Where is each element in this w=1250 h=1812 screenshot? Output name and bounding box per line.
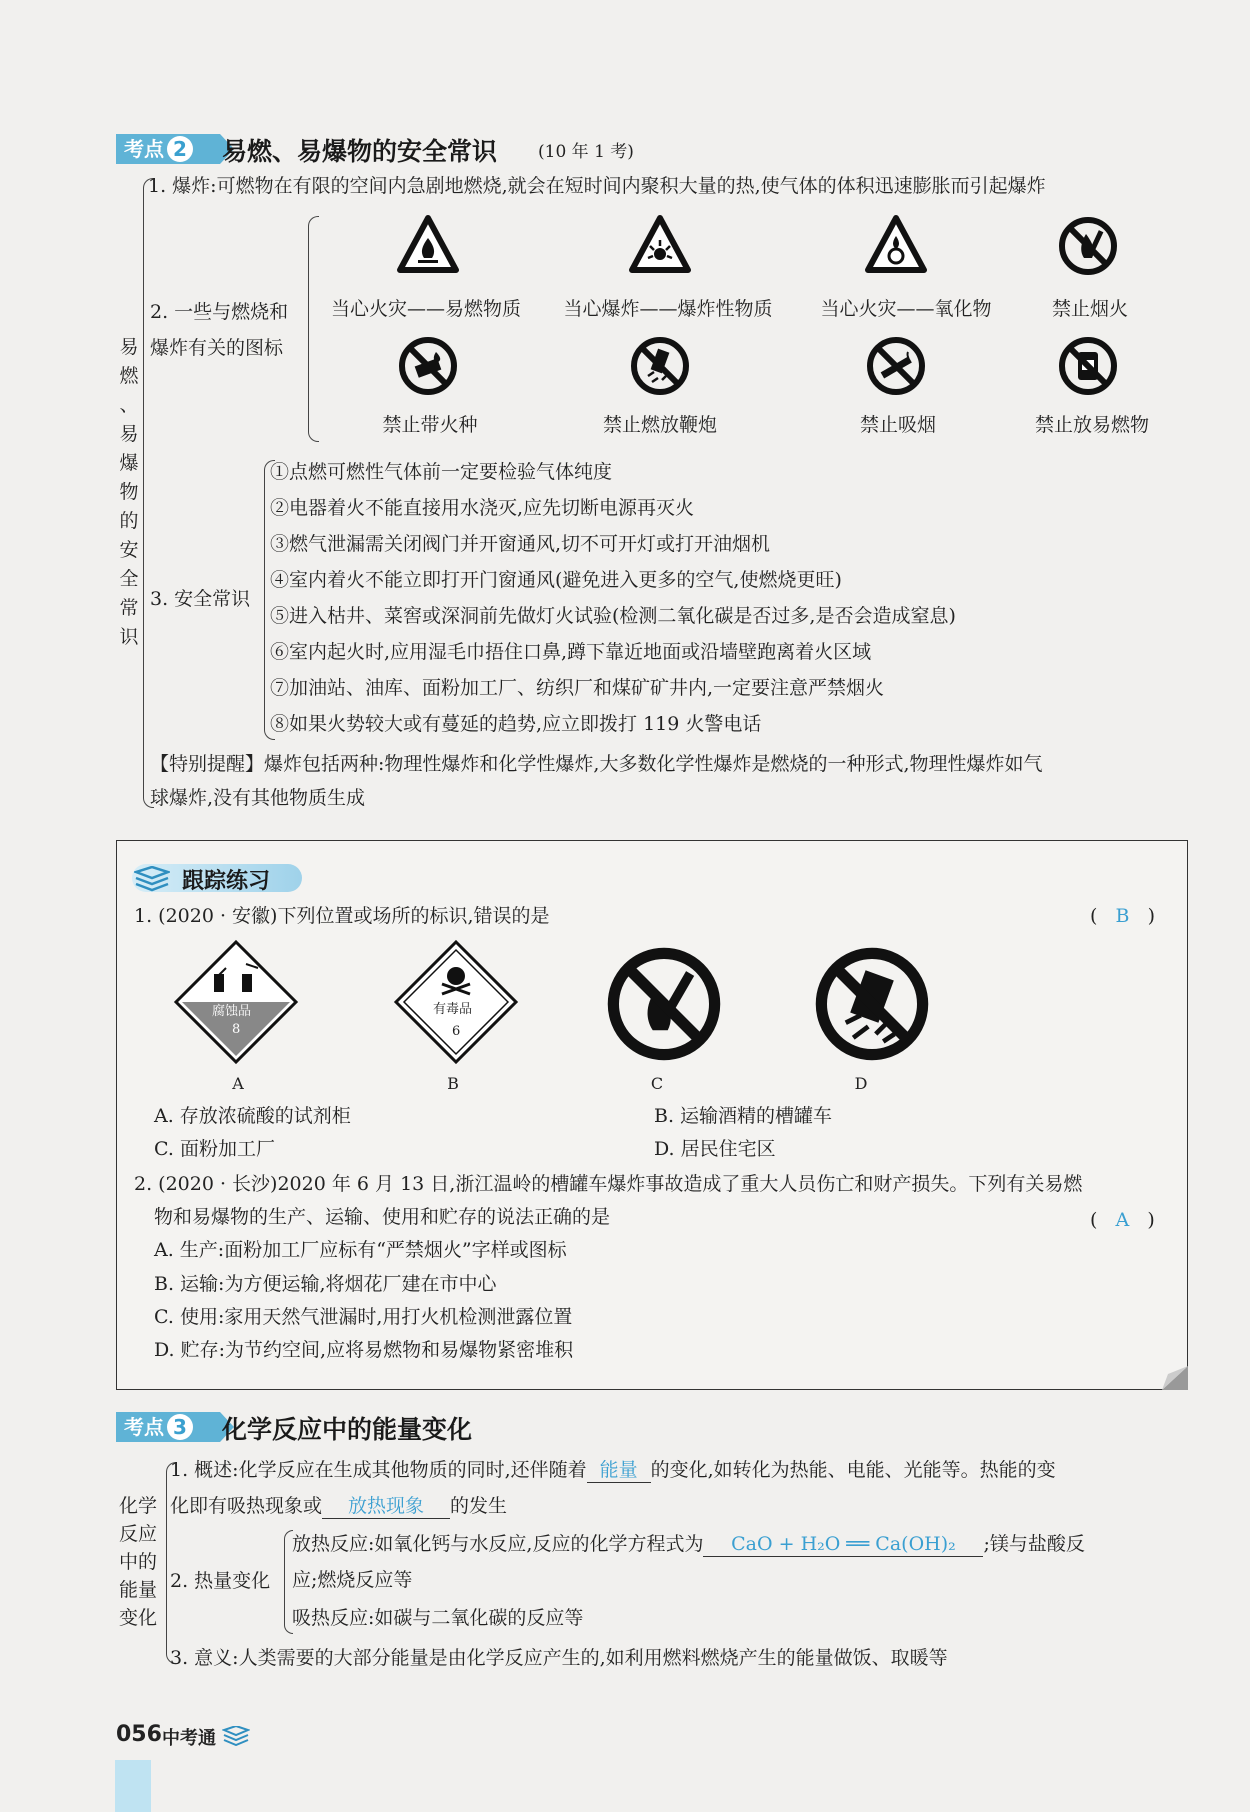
caption-no-fire: 禁止烟火 <box>1051 298 1128 320</box>
section3-badge <box>116 1412 220 1442</box>
safety-item: ⑦加油站、油库、面粉加工厂、纺织厂和煤矿矿井内,一定要注意严禁烟火 <box>270 677 885 699</box>
footer-page-number: 056 <box>116 1722 162 1747</box>
section2-title: 易燃、易爆物的安全常识 <box>222 137 498 166</box>
badge-number: 2 <box>167 136 193 162</box>
q2-answer-bracket: ( A ) <box>1090 1209 1155 1231</box>
q1-option-d: D. 居民住宅区 <box>654 1138 776 1160</box>
safety-item: ⑧如果火势较大或有蔓延的趋势,应立即拨打 119 火警电话 <box>270 713 762 735</box>
explosive-warning-icon <box>628 214 692 278</box>
badge-number: 3 <box>167 1414 193 1440</box>
special-reminder-line1: 【特别提醒】爆炸包括两种:物理性爆炸和化学性爆炸,大多数化学性爆炸是燃烧的一种形式,物理性爆炸如气 <box>150 753 1043 775</box>
no-open-flame-icon <box>1056 214 1120 278</box>
exothermic-line1: 放热反应:如氧化钙与水反应,反应的化学方程式为 CaO + H₂O ══ Ca(OH)₂ ;镁与盐酸反 <box>292 1533 1085 1555</box>
corrosive-label: 腐蚀品 <box>212 1004 252 1019</box>
image-label-b: B <box>447 1074 459 1093</box>
practice-title: 跟踪练习 <box>182 869 271 894</box>
caption-no-kindling: 禁止带火种 <box>382 414 478 436</box>
item1-explosion: 1. 爆炸:可燃物在有限的空间内急剧地燃烧,就会在短时间内聚积大量的热,使气体的体积迅速膨胀而引起爆炸 <box>148 175 1046 197</box>
q1-option-b: B. 运输酒精的槽罐车 <box>654 1105 833 1127</box>
section2-side-label: 易 燃 、 易 爆 物 的 安 全 常 识 <box>119 336 139 648</box>
q2-option-a: A. 生产:面粉加工厂应标有“严禁烟火”字样或图标 <box>154 1239 567 1261</box>
corrosive-class: 8 <box>232 1022 241 1037</box>
section3-side-label: 化学 反应 中的 能量 变化 <box>118 1495 157 1629</box>
safety-item: ⑥室内起火时,应用湿毛巾捂住口鼻,蹲下靠近地面或沿墙壁跑离着火区域 <box>270 641 872 663</box>
caption-flammable: 当心火灾——易燃物质 <box>330 298 521 320</box>
q2-option-b: B. 运输:为方便运输,将烟花厂建在市中心 <box>154 1273 497 1295</box>
image-label-c: C <box>650 1074 664 1093</box>
blank-energy: 能量 <box>587 1458 651 1483</box>
q1-stem: 1. (2020 · 安徽)下列位置或场所的标识,错误的是 <box>134 905 550 927</box>
blank-exothermic: 放热现象 <box>322 1494 450 1519</box>
caption-oxidizer: 当心火灾——氧化物 <box>820 298 992 320</box>
footer-book-icon <box>222 1726 250 1746</box>
flammable-warning-icon <box>396 214 460 278</box>
item2-label-line2: 爆炸有关的图标 <box>150 337 284 359</box>
safety-item: ⑤进入枯井、菜窖或深洞前先做灯火试验(检测二氧化碳是否过多,是否会造成窒息) <box>270 605 956 627</box>
badge-label: 考点 <box>124 1415 164 1439</box>
q2-answer: A <box>1115 1209 1130 1231</box>
no-flammables-icon <box>1056 334 1120 398</box>
no-firecrackers-icon <box>628 334 692 398</box>
oxidizer-warning-icon <box>864 214 928 278</box>
q2-option-c: C. 使用:家用天然气泄漏时,用打火机检测泄露位置 <box>154 1306 573 1328</box>
q1-answer-bracket: ( B ) <box>1090 905 1156 927</box>
q1-option-c: C. 面粉加工厂 <box>154 1138 275 1160</box>
badge-label: 考点 <box>124 137 164 161</box>
no-smoking-icon <box>864 334 928 398</box>
section3-brace <box>166 1462 177 1664</box>
heat-change-label: 2. 热量变化 <box>170 1570 271 1592</box>
equation-blank: CaO + H₂O ══ Ca(OH)₂ <box>703 1532 983 1557</box>
q1-option-a: A. 存放浓硫酸的试剂柜 <box>154 1105 351 1127</box>
safety-item: ②电器着火不能直接用水浇灭,应先切断电源再灭火 <box>270 497 695 519</box>
no-fire-sign-c-icon <box>604 944 724 1064</box>
section2-exam-count: (10 年 1 考) <box>538 142 634 162</box>
q1-answer: B <box>1115 905 1130 927</box>
overview-line2: 化即有吸热现象或 放热现象 的发生 <box>170 1495 508 1517</box>
caption-no-firecrackers: 禁止燃放鞭炮 <box>602 414 717 436</box>
outer-brace <box>143 178 154 808</box>
image-label-a: A <box>232 1074 244 1093</box>
exothermic-line2: 应;燃烧反应等 <box>292 1569 413 1591</box>
section2-badge <box>116 134 220 164</box>
item2-label-line1: 2. 一些与燃烧和 <box>150 301 289 323</box>
item3-label: 3. 安全常识 <box>150 588 251 610</box>
book-stack-icon <box>134 866 170 892</box>
toxic-class: 6 <box>452 1024 461 1039</box>
safety-item: ④室内着火不能立即打开门窗通风(避免进入更多的空气,使燃烧更旺) <box>270 569 842 591</box>
safety-item: ①点燃可燃性气体前一定要检验气体纯度 <box>270 461 613 483</box>
overview-line1: 1. 概述:化学反应在生成其他物质的同时,还伴随着 能量 的变化,如转化为热能、电能、光能等。热能的变 <box>170 1459 1056 1481</box>
footer-tab <box>115 1760 151 1812</box>
no-firecrackers-sign-d-icon <box>812 944 932 1064</box>
caption-explosive: 当心爆炸——爆炸性物质 <box>563 298 773 320</box>
toxic-label: 有毒品 <box>433 1002 473 1017</box>
caption-no-flammables: 禁止放易燃物 <box>1034 414 1149 436</box>
caption-no-smoking: 禁止吸烟 <box>859 414 936 436</box>
image-label-d: D <box>854 1074 868 1093</box>
icons-brace <box>308 216 319 442</box>
q2-option-d: D. 贮存:为节约空间,应将易燃物和易爆物紧密堆积 <box>154 1339 574 1361</box>
endothermic-line: 吸热反应:如碳与二氧化碳的反应等 <box>292 1607 584 1629</box>
section3-title: 化学反应中的能量变化 <box>222 1415 473 1444</box>
footer-book-name: 中考通 <box>162 1728 216 1749</box>
special-reminder-line2: 球爆炸,没有其他物质生成 <box>150 787 366 809</box>
meaning-line: 3. 意义:人类需要的大部分能量是由化学反应产生的,如利用燃料燃烧产生的能量做饭、取暖等 <box>170 1647 948 1669</box>
q2-stem-line2: 物和易爆物的生产、运输、使用和贮存的说法正确的是 <box>154 1206 611 1228</box>
q2-stem-line1: 2. (2020 · 长沙)2020 年 6 月 13 日,浙江温岭的槽罐车爆炸事故造成了重大人员伤亡和财产损失。下列有关易燃 <box>134 1173 1083 1195</box>
page-curl-corner <box>1162 1366 1188 1390</box>
no-kindling-icon <box>396 334 460 398</box>
safety-item: ③燃气泄漏需关闭阀门并开窗通风,切不可开灯或打开油烟机 <box>270 533 771 555</box>
